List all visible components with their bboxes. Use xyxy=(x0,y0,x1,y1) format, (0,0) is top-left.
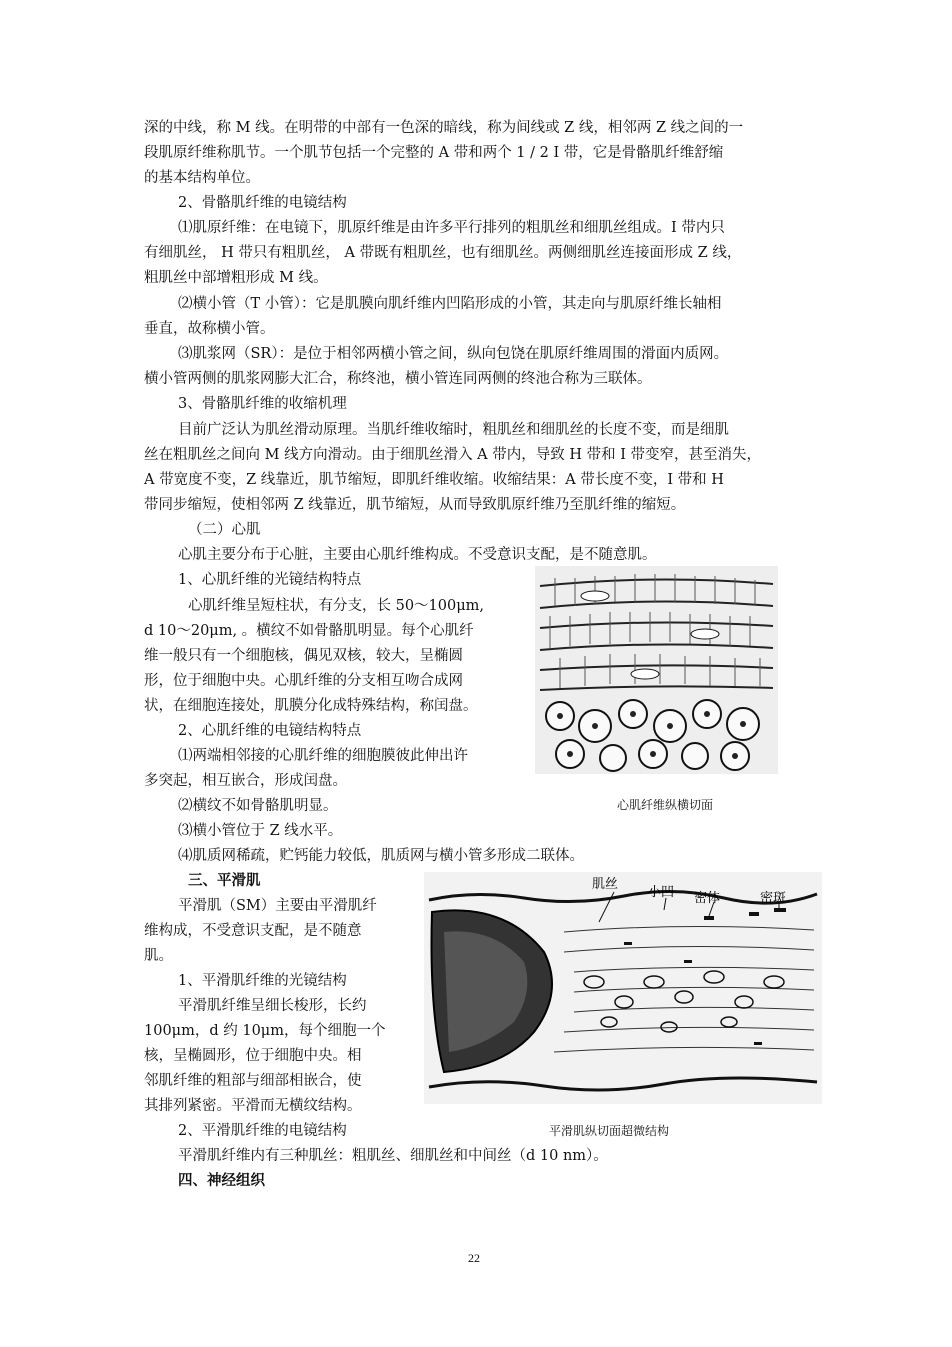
text-line: d 10～20μm, 。横纹不如骨骼肌明显。每个心肌纤 xyxy=(144,623,474,639)
label-caveola: 小凹 xyxy=(648,885,675,900)
page-number: 22 xyxy=(468,1251,480,1265)
text-line: ⑴两端相邻接的心肌纤维的细胞膜彼此伸出许 xyxy=(178,748,468,764)
text-line: 维构成，不受意识支配，是不随意 xyxy=(144,923,362,939)
text-line: 横小管两侧的肌浆网膨大汇合，称终池，横小管连同两侧的终池合称为三联体。 xyxy=(144,371,652,387)
text-line: 目前广泛认为肌丝滑动原理。当肌纤维收缩时，粗肌丝和细肌丝的长度不变，而是细肌 xyxy=(178,422,729,438)
text-line: 心肌纤维呈短柱状，有分支，长 50～100μm, xyxy=(188,598,485,614)
text-line: 带同步缩短，使相邻两 Z 线靠近，肌节缩短，从而导致肌原纤维乃至肌纤维的缩短。 xyxy=(144,497,686,513)
text-line: 其排列紧密。平滑而无横纹结构。 xyxy=(144,1098,362,1114)
text-line: 有细肌丝， H 带只有粗肌丝， A 带既有粗肌丝，也有细肌丝。两侧细肌丝连接面形成 Z 线， xyxy=(144,245,742,261)
text-line: 垂直，故称横小管。 xyxy=(144,321,275,337)
subheading: 1、平滑肌纤维的光镜结构 xyxy=(178,973,347,989)
text-line: 邻肌纤维的粗部与细部相嵌合，使 xyxy=(144,1073,362,1089)
text-line: 深的中线，称 M 线。在明带的中部有一色深的暗线，称为间线或 Z 线，相邻两 Z 线之间的一 xyxy=(144,120,744,136)
text-line: 丝在粗肌丝之间向 M 线方向滑动。由于细肌丝滑入 A 带内，导致 H 带和 I 带变窄，甚至消失， xyxy=(144,447,762,463)
text-line: A 带宽度不变，Z 线靠近，肌节缩短，即肌纤维收缩。收缩结果：A 带长度不变，I 带和 H xyxy=(144,472,724,488)
cardiac-figure-caption: 心肌纤维纵横切面 xyxy=(617,798,714,812)
label-dense-patch: 密斑 xyxy=(760,891,787,906)
subheading: 2、平滑肌纤维的电镜结构 xyxy=(178,1123,347,1139)
text-line: 心肌主要分布于心脏，主要由心肌纤维构成。不受意识支配，是不随意肌。 xyxy=(178,547,657,563)
text-line: 维一般只有一个细胞核，偶见双核，较大，呈椭圆 xyxy=(144,648,463,664)
text-line: 核，呈椭圆形，位于细胞中央。相 xyxy=(144,1048,362,1064)
text-line: 平滑肌纤维内有三种肌丝：粗肌丝、细肌丝和中间丝（d 10 nm）。 xyxy=(178,1148,608,1164)
text-line: ⑴肌原纤维：在电镜下，肌原纤维是由许多平行排列的粗肌丝和细肌丝组成。I 带内只 xyxy=(178,220,725,236)
text-line: 肌。 xyxy=(144,948,173,964)
text-line: ⑶肌浆网（SR）：是位于相邻两横小管之间，纵向包饶在肌原纤维周围的滑面内质网。 xyxy=(178,346,729,362)
cardiac-muscle-illustration xyxy=(535,566,778,774)
cardiac-muscle-figure xyxy=(535,566,778,774)
text-line: 平滑肌纤维呈细长梭形，长约 xyxy=(178,998,367,1014)
label-dense-body: 密体 xyxy=(694,891,721,906)
section-heading: 四、神经组织 xyxy=(178,1173,265,1189)
subheading: 3、骨骼肌纤维的收缩机理 xyxy=(178,396,347,412)
text-line: ⑵横纹不如骨骼肌明显。 xyxy=(178,798,338,814)
text-line: 平滑肌（SM）主要由平滑肌纤 xyxy=(178,898,377,914)
smooth-muscle-figure xyxy=(424,872,822,1104)
text-line: ⑷肌质网稀疏，贮钙能力较低，肌质网与横小管多形成二联体。 xyxy=(178,848,584,864)
smooth-muscle-illustration xyxy=(424,872,822,1104)
text-line: 100μm，d 约 10μm，每个细胞一个 xyxy=(144,1023,386,1039)
text-line: 的基本结构单位。 xyxy=(144,170,260,186)
text-line: 状，在细胞连接处，肌膜分化成特殊结构，称闰盘。 xyxy=(144,698,478,714)
text-line: ⑶横小管位于 Z 线水平。 xyxy=(178,823,343,839)
label-myofilament: 肌丝 xyxy=(592,877,619,892)
section-heading: （二）心肌 xyxy=(188,522,261,538)
section-heading: 三、平滑肌 xyxy=(188,873,261,889)
text-line: 形，位于细胞中央。心肌纤维的分支相互吻合成网 xyxy=(144,673,463,689)
smooth-figure-caption: 平滑肌纵切面超微结构 xyxy=(549,1124,670,1138)
text-line: 多突起，相互嵌合，形成闰盘。 xyxy=(144,773,347,789)
text-line: 粗肌丝中部增粗形成 M 线。 xyxy=(144,270,328,286)
text-line: ⑵横小管（T 小管）：它是肌膜向肌纤维内凹陷形成的小管，其走向与肌原纤维长轴相 xyxy=(178,296,722,312)
subheading: 2、心肌纤维的电镜结构特点 xyxy=(178,723,362,739)
subheading: 2、骨骼肌纤维的电镜结构 xyxy=(178,195,347,211)
text-line: 段肌原纤维称肌节。一个肌节包括一个完整的 A 带和两个 1 / 2 I 带，它是骨骼肌纤维舒缩 xyxy=(144,145,724,161)
subheading: 1、心肌纤维的光镜结构特点 xyxy=(178,572,362,588)
